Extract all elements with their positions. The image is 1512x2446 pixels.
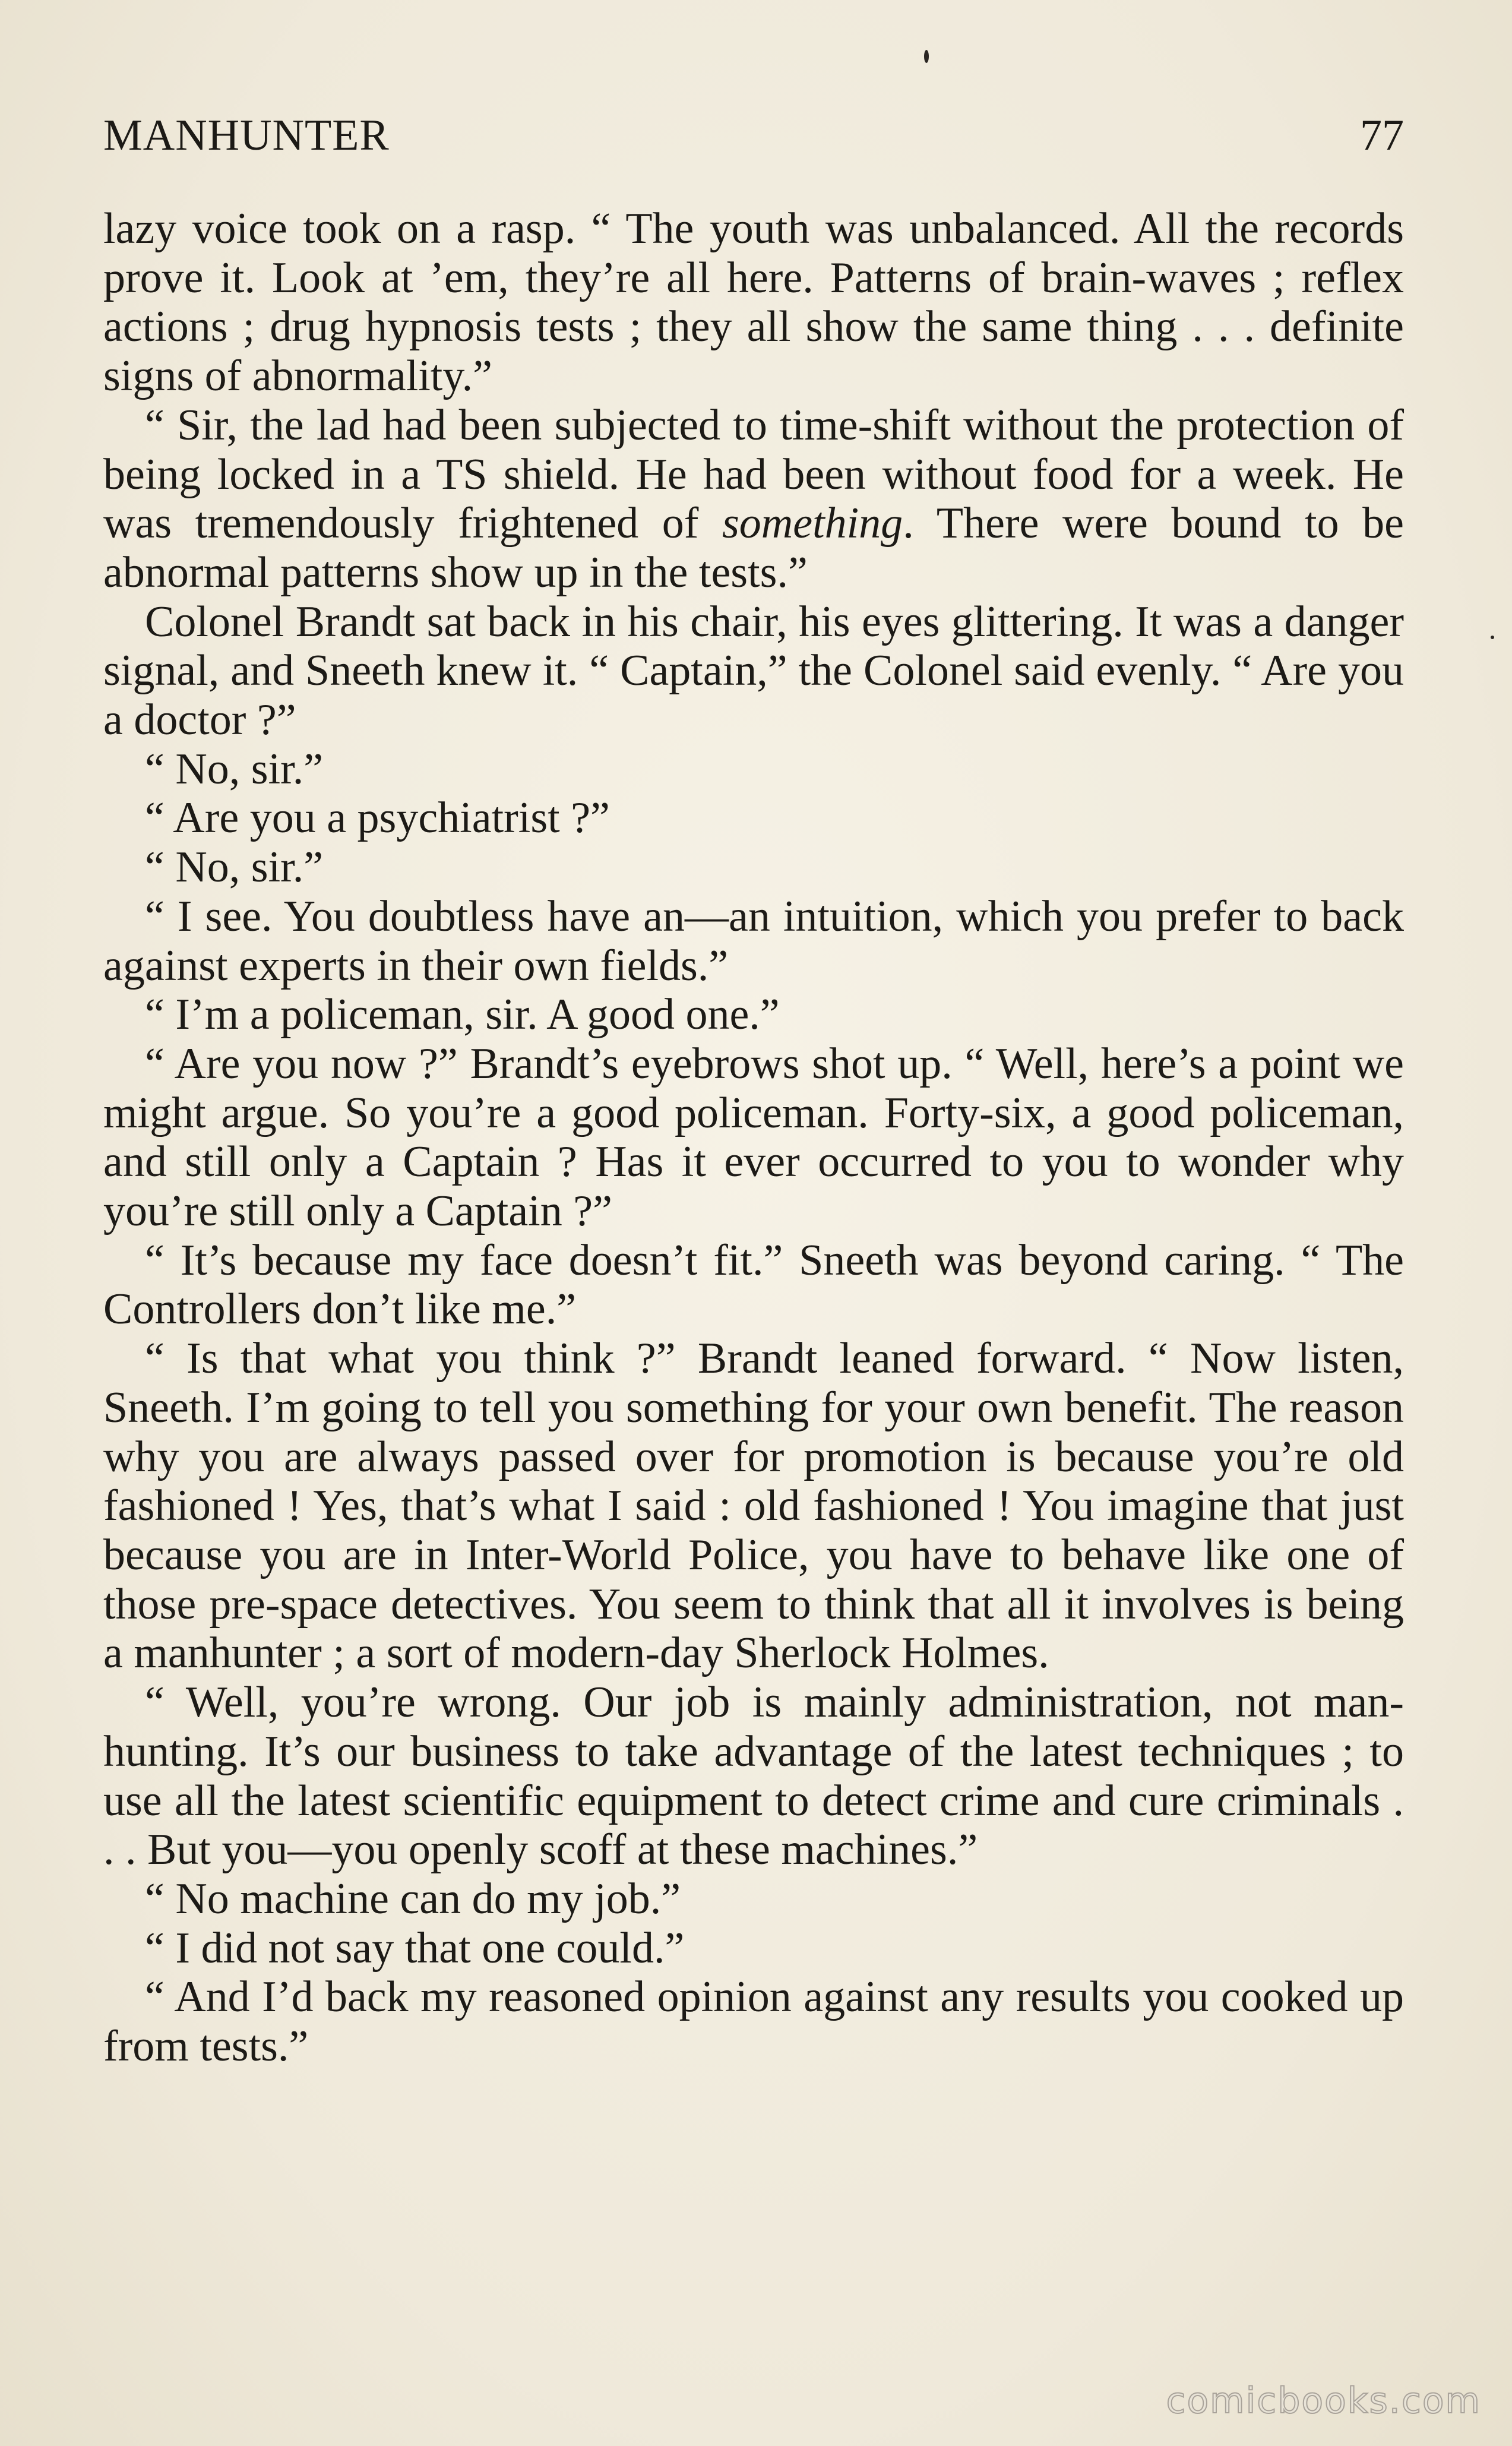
- body-text: [103, 204, 1404, 2071]
- paragraph: [103, 204, 1404, 401]
- print-speck: [1491, 636, 1494, 639]
- watermark: comicbooks.com: [1166, 2380, 1481, 2422]
- text-run: “ No, sir.”: [145, 744, 324, 794]
- text-run: “ Sir, the lad had been subjected to time-shift without the protection of being locked in a TS shield. He had been without food for a week. He was tremendously frightened of: [103, 400, 1404, 548]
- paragraph: [103, 990, 1404, 1039]
- text-run: . There were bound to be abnormal patterns show up in the tests.”: [103, 499, 1404, 597]
- text-run: lazy voice took on a rasp. “ The youth was unbalanced. All the records prove it. Look at ’em, they’re all here. Patterns of brain-waves ; reflex actions ; drug hypnosis tests ; they all show the same thing . . . definite signs of abnormality.”: [103, 204, 1404, 401]
- paragraph: [103, 1039, 1404, 1236]
- text-run: “ Well, you’re wrong. Our job is mainly administration, not man-hunting. It’s our business to take advantage of the latest techniques ; to use all the latest scientific equipment to detect crime and cure criminals . . . But you—you openly scoff at these machines.”: [103, 1678, 1404, 1875]
- paragraph: [103, 794, 1404, 843]
- text-run: “ I did not say that one could.”: [145, 1923, 685, 1973]
- paragraph: [103, 843, 1404, 892]
- print-speck: [924, 50, 929, 63]
- text-run: “ It’s because my face doesn’t fit.” Sneeth was beyond caring. “ The Controllers don’t like me.”: [103, 1235, 1404, 1334]
- paragraph: [103, 1236, 1404, 1334]
- text-run: “ No, sir.”: [145, 843, 324, 892]
- paragraph: [103, 892, 1404, 990]
- text-run: “ Are you now ?” Brandt’s eyebrows shot up. “ Well, here’s a point we might argue. So you’re a good policeman. Forty-six, a good policeman, and still only a Captain ? Has it ever occurred to you to wonder why you’re still only a Captain ?”: [103, 1039, 1404, 1236]
- paragraph: [103, 1875, 1404, 1924]
- paragraph: [103, 1924, 1404, 1973]
- text-run: “ Is that what you think ?” Brandt leaned forward. “ Now listen, Sneeth. I’m going to tell you something for your own benefit. The reason why you are always passed over for promotion is because you’re old fashioned ! Yes, that’s what I said : old fashioned ! You imagine that just because you are in Inter-World Police, you have to behave like one of those pre-space detectives. You seem to think that all it involves is being a manhunter ; a sort of modern-day Sherlock Holmes.: [103, 1334, 1404, 1678]
- text-run: Colonel Brandt sat back in his chair, his eyes glittering. It was a danger signal, and Sneeth knew it. “ Captain,” the Colonel said evenly. “ Are you a doctor ?”: [103, 597, 1404, 745]
- text-run: “ I see. You doubtless have an—an intuition, which you prefer to back against experts in their own fields.”: [103, 892, 1404, 990]
- paragraph: [103, 401, 1404, 598]
- page-header: [103, 106, 1404, 165]
- text-run: “ Are you a psychiatrist ?”: [145, 794, 610, 843]
- paragraph: [103, 1973, 1404, 2071]
- page-number: 77: [1360, 111, 1404, 160]
- paragraph: [103, 1678, 1404, 1875]
- text-run: “ And I’d back my reasoned opinion against any results you cooked up from tests.”: [103, 1973, 1404, 2071]
- paragraph: [103, 1334, 1404, 1678]
- paragraph: [103, 745, 1404, 794]
- text-run: “ No machine can do my job.”: [145, 1874, 681, 1923]
- text-run: “ I’m a policeman, sir. A good one.”: [145, 990, 780, 1039]
- running-head: MANHUNTER: [103, 111, 390, 160]
- italic-text: something: [722, 499, 903, 548]
- paragraph: [103, 598, 1404, 745]
